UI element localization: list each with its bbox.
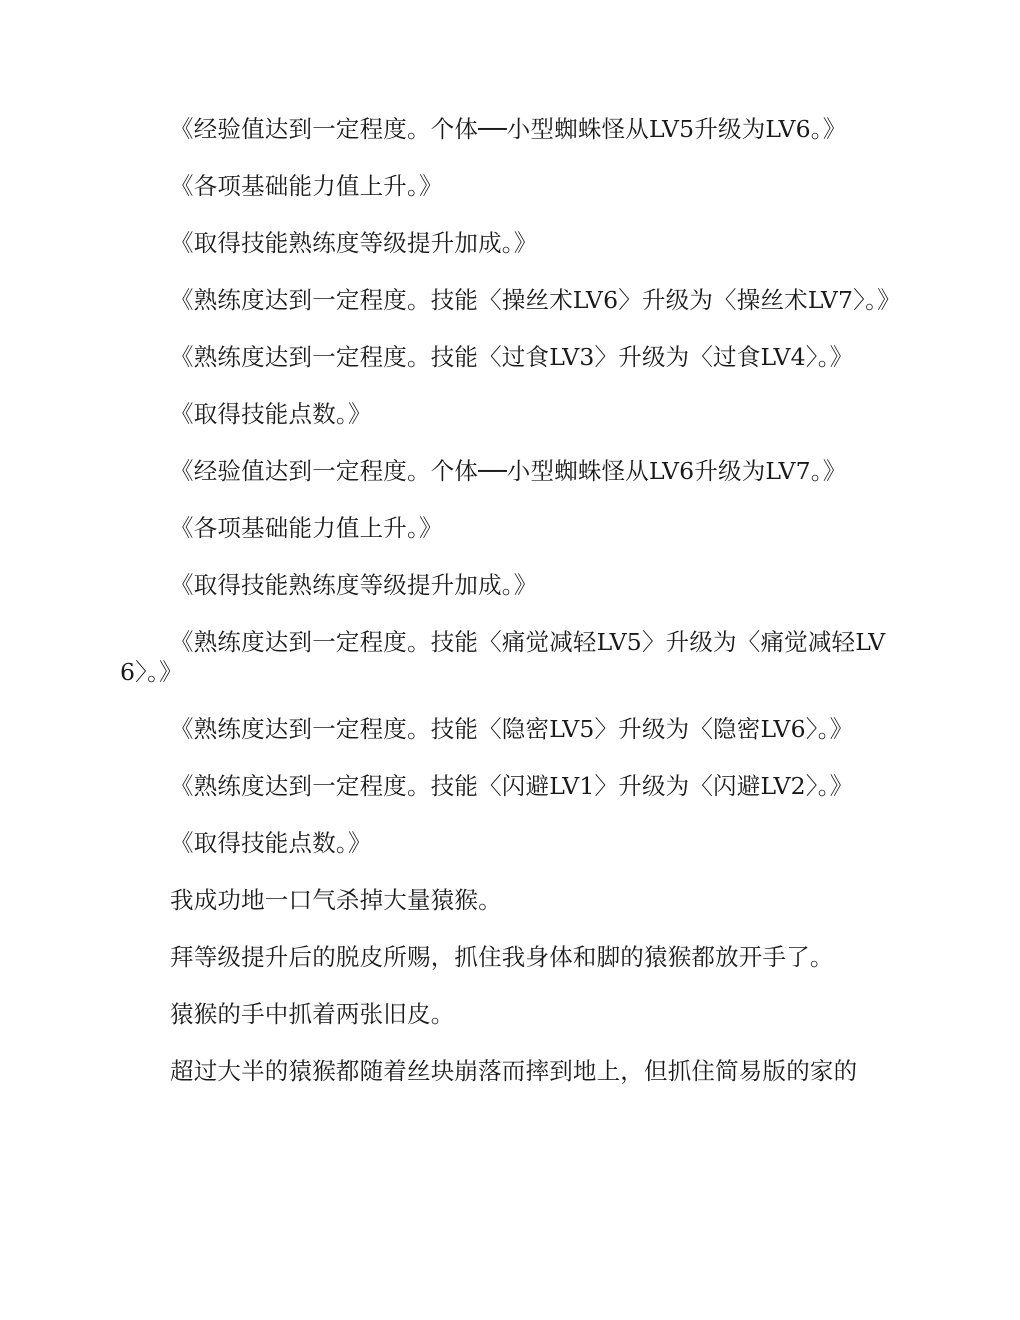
paragraph: 《经验值达到一定程度。个体──小型蜘蛛怪从LV5升级为LV6。》 [170, 115, 847, 143]
paragraph: 《熟练度达到一定程度。技能〈痛觉减轻LV5〉升级为〈痛觉减轻LV6〉。》 [120, 628, 886, 686]
paragraph: 《各项基础能力值上升。》 [170, 514, 443, 542]
paragraph: 超过大半的猿猴都随着丝块崩落而摔到地上，但抓住简易版的家的 [170, 1057, 858, 1085]
paragraph: 《取得技能点数。》 [170, 829, 372, 857]
paragraph: 《取得技能点数。》 [170, 400, 372, 428]
paragraph: 《熟练度达到一定程度。技能〈隐密LV5〉升级为〈隐密LV6〉。》 [170, 715, 854, 743]
document-page [120, 114, 900, 1113]
paragraph: 《取得技能熟练度等级提升加成。》 [170, 571, 538, 599]
paragraph: 《熟练度达到一定程度。技能〈操丝术LV6〉升级为〈操丝术LV7〉。》 [170, 286, 901, 314]
paragraph: 《熟练度达到一定程度。技能〈闪避LV1〉升级为〈闪避LV2〉。》 [170, 772, 854, 800]
paragraph: 《各项基础能力值上升。》 [170, 172, 443, 200]
paragraph: 《取得技能熟练度等级提升加成。》 [170, 229, 538, 257]
paragraph: 《熟练度达到一定程度。技能〈过食LV3〉升级为〈过食LV4〉。》 [170, 343, 854, 371]
paragraph: 我成功地一口气杀掉大量猿猴。 [170, 886, 502, 914]
paragraph: 《经验值达到一定程度。个体──小型蜘蛛怪从LV6升级为LV7。》 [170, 457, 847, 485]
paragraph: 拜等级提升后的脱皮所赐，抓住我身体和脚的猿猴都放开手了。 [170, 943, 834, 971]
paragraph: 猿猴的手中抓着两张旧皮。 [170, 1000, 455, 1028]
